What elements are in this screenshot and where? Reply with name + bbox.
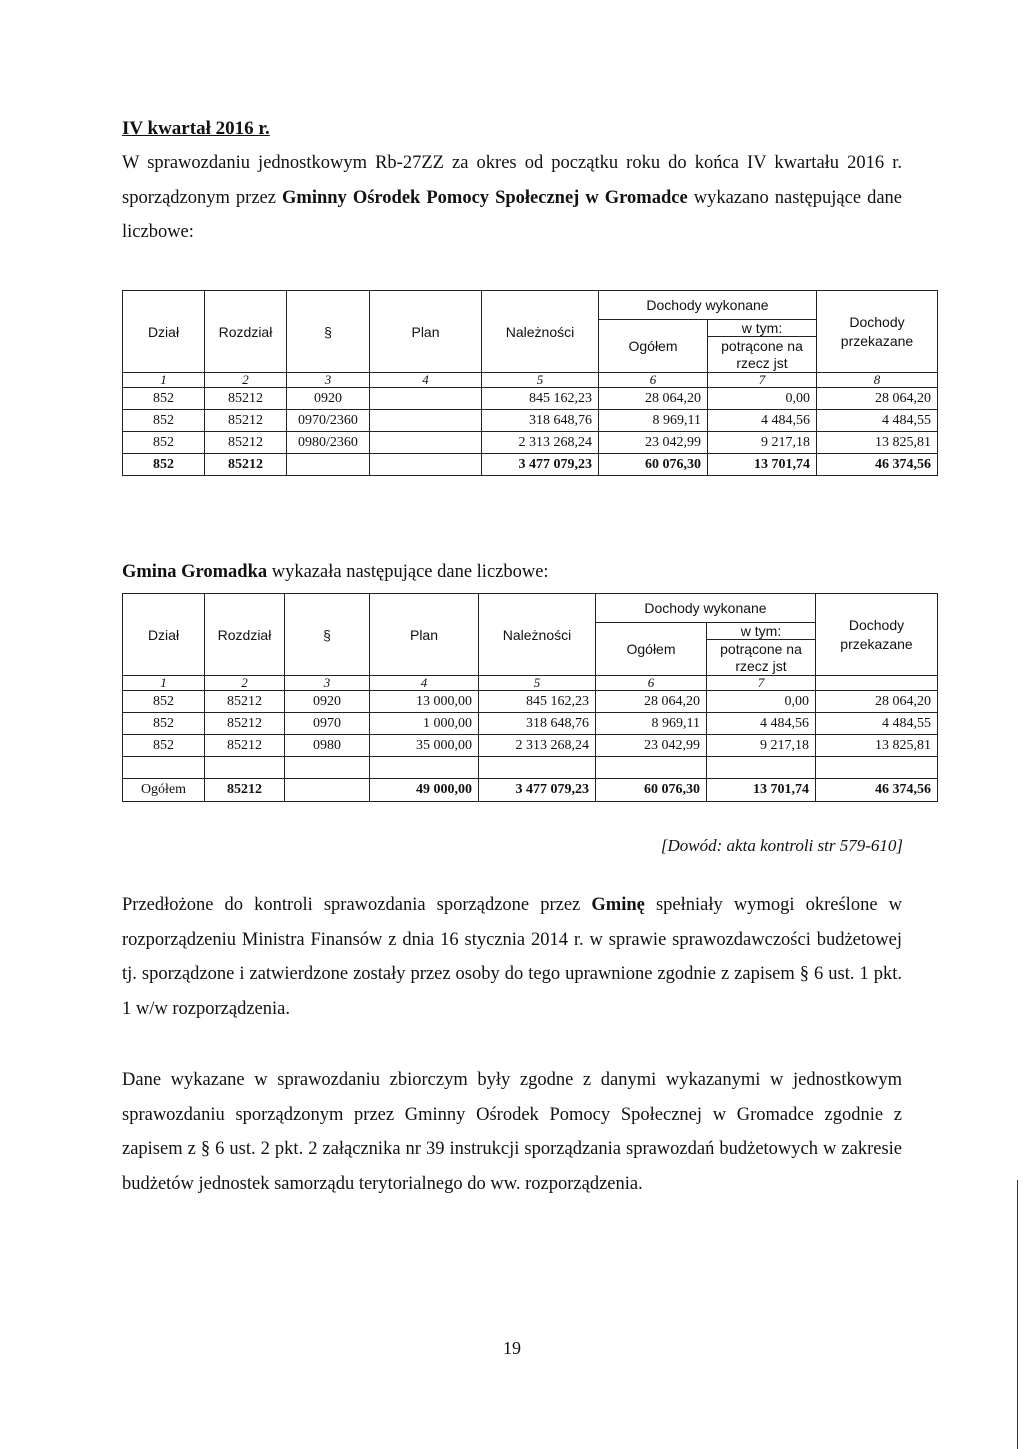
- index-cell: 1: [123, 676, 205, 691]
- header-plan: Plan: [370, 594, 479, 676]
- index-cell: 3: [287, 373, 370, 388]
- margin-line: [1017, 1180, 1018, 1449]
- index-cell: 4: [370, 676, 479, 691]
- index-cell: 2: [205, 676, 285, 691]
- index-cell: 7: [707, 676, 816, 691]
- header-paragraf: §: [285, 594, 370, 676]
- intro-paragraph: W sprawozdaniu jednostkowym Rb-27ZZ za okres od początku roku do końca IV kwartału 2016 r. sporządzonym przez Gminny Ośrodek Pomocy Społecznej w Gromadce wykazano następujące dane liczbowe:: [122, 153, 902, 242]
- header-dzial: Dział: [123, 291, 205, 373]
- page-number: 19: [503, 1338, 521, 1358]
- index-cell: 7: [708, 373, 817, 388]
- header-ogolem: Ogółem: [596, 623, 707, 676]
- header-w-tym: w tym:: [707, 623, 816, 640]
- table-row: 852 85212 0970/2360 318 648,76 8 969,11 4 484,56 4 484,55: [123, 410, 938, 432]
- index-cell: 8: [817, 373, 938, 388]
- header-ogolem: Ogółem: [599, 320, 708, 373]
- compliance-paragraph: Przedłożone do kontroli sprawozdania sporządzone przez Gminę spełniały wymogi określone w rozporządzeniu Ministra Finansów z dnia 16 stycznia 2014 r. w sprawie sprawozdawczości budżetowej tj. sporządzone i zatwierdzone zostały przez osoby do tego uprawnione zgodnie z zapisem § 6 ust. 1 pkt. 1 w/w rozporządzenia.: [122, 895, 903, 1019]
- table-row: 852 85212 0980 35 000,00 2 313 268,24 23 042,99 9 217,18 13 825,81: [123, 735, 938, 757]
- gmina-name: Gmina Gromadka: [122, 562, 268, 582]
- index-cell: 5: [482, 373, 599, 388]
- table-total-row: 852 85212 3 477 079,23 60 076,30 13 701,74 46 374,56: [123, 454, 938, 476]
- header-dochody-wykonane: Dochody wykonane: [599, 291, 817, 320]
- header-potracone: potrącone na rzecz jst: [708, 337, 817, 373]
- header-potracone: potrącone na rzecz jst: [707, 640, 816, 676]
- index-cell: 3: [285, 676, 370, 691]
- table-total-row: Ogółem 85212 49 000,00 3 477 079,23 60 076,30 13 701,74 46 374,56: [123, 779, 938, 802]
- header-rozdzial: Rozdział: [205, 291, 287, 373]
- consistency-paragraph: Dane wykazane w sprawozdaniu zbiorczym były zgodne z danymi wykazanymi w jednostkowym sprawozdaniu sporządzonym przez Gminny Ośrodek Pomocy Społecznej w Gromadce zgodnie z zapisem z § 6 ust. 2 pkt. 2 załącznika nr 39 instrukcji sporządzania sprawozdań budżetowych w zakresie budżetów jednostek samorządu terytorialnego do ww. rozporządzenia.: [122, 1070, 902, 1194]
- header-dochody-wykonane: Dochody wykonane: [596, 594, 816, 623]
- header-naleznosci: Należności: [482, 291, 599, 373]
- evidence-reference: [Dowód: akta kontroli str 579-610]: [660, 836, 903, 855]
- index-cell: [816, 676, 938, 691]
- index-cell: 5: [479, 676, 596, 691]
- gops-data-table: [122, 290, 938, 476]
- index-cell: 2: [205, 373, 287, 388]
- table-row: 852 85212 0970 1 000,00 318 648,76 8 969,11 4 484,56 4 484,55: [123, 713, 938, 735]
- index-cell: 6: [599, 373, 708, 388]
- header-dochody-przekazane: Dochody przekazane: [816, 594, 938, 676]
- index-cell: 4: [370, 373, 482, 388]
- section-heading: IV kwartał 2016 r.: [122, 118, 270, 139]
- gmina-intro-paragraph: Gmina Gromadka wykazała następujące dane liczbowe:: [122, 562, 549, 582]
- header-paragraf: §: [287, 291, 370, 373]
- header-dzial: Dział: [123, 594, 205, 676]
- table-row: 852 85212 0980/2360 2 313 268,24 23 042,99 9 217,18 13 825,81: [123, 432, 938, 454]
- index-cell: 1: [123, 373, 205, 388]
- header-w-tym: w tym:: [708, 320, 817, 337]
- header-naleznosci: Należności: [479, 594, 596, 676]
- header-dochody-przekazane: Dochody przekazane: [817, 291, 938, 373]
- org-name: Gminny Ośrodek Pomocy Społecznej w Gromadce: [282, 187, 688, 208]
- spacer-row: [123, 757, 938, 779]
- header-plan: Plan: [370, 291, 482, 373]
- table-row: 852 85212 0920 13 000,00 845 162,23 28 064,20 0,00 28 064,20: [123, 691, 938, 713]
- index-cell: 6: [596, 676, 707, 691]
- header-rozdzial: Rozdział: [205, 594, 285, 676]
- gmina-data-table: [122, 593, 938, 802]
- table-row: 852 85212 0920 845 162,23 28 064,20 0,00 28 064,20: [123, 388, 938, 410]
